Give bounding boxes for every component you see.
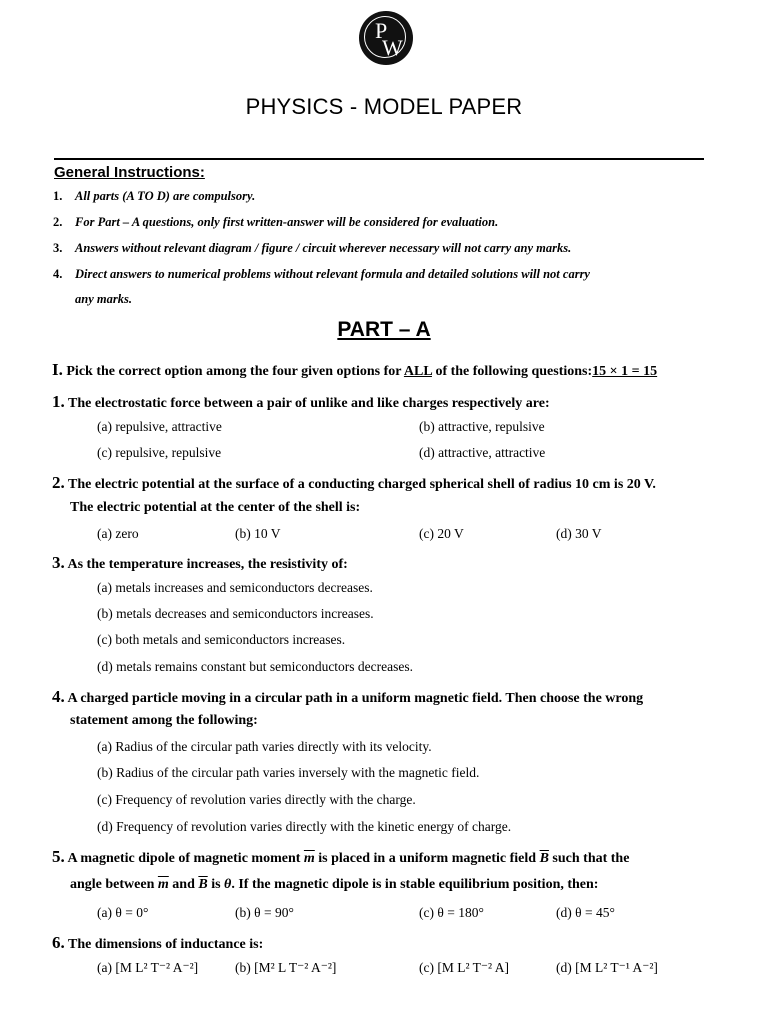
question-3: 3. As the temperature increases, the resistivity of: xyxy=(52,553,348,572)
question-2: 2. The electric potential at the surface of a conducting charged spherical shell of radius 10 cm is 20 V. xyxy=(52,473,656,492)
instruction-item: any marks. xyxy=(75,292,132,306)
question-5-line2: angle between $\overline{m}$ and $\overline{B}$ is θ. If the magnetic dipole is in stable equilibrium position, then: xyxy=(70,877,599,892)
question-6: 6. The dimensions of inductance is: xyxy=(52,933,264,952)
part-heading: PART – A xyxy=(337,318,431,341)
pw-logo xyxy=(359,11,413,65)
option: (d) attractive, attractive xyxy=(419,445,546,460)
logo-letter-p: P xyxy=(375,18,388,43)
option: (d) 30 V xyxy=(556,526,602,541)
question-5: 5. A magnetic dipole of magnetic moment $\overline{m}$ is placed in a uniform magnetic field $\overline{B}$ such that the xyxy=(52,847,630,866)
option: (a) θ = 0° xyxy=(97,905,149,920)
option: (b) [M² L T⁻² A⁻²] xyxy=(235,960,337,975)
option: (d) Frequency of revolution varies directly with the kinetic energy of charge. xyxy=(97,819,512,834)
option: (b) θ = 90° xyxy=(235,905,294,920)
option: (b) Radius of the circular path varies inversely with the magnetic field. xyxy=(97,765,480,780)
question-4-line2: statement among the following: xyxy=(70,713,258,728)
instruction-item: 1. All parts (A TO D) are compulsory. xyxy=(53,189,256,203)
question-2-line2: The electric potential at the center of the shell is: xyxy=(70,500,361,515)
option: (a) Radius of the circular path varies directly with its velocity. xyxy=(97,739,432,754)
option: (c) θ = 180° xyxy=(419,905,484,920)
instruction-item: 3. Answers without relevant diagram / figure / circuit wherever necessary will not carry any marks. xyxy=(53,241,572,255)
option: (c) both metals and semiconductors increases. xyxy=(97,632,346,647)
question-4: 4. A charged particle moving in a circular path in a uniform magnetic field. Then choose the wrong xyxy=(52,687,644,706)
section-heading: I. Pick the correct option among the four given options for ALL of the following questions:15 × 1 = 15 xyxy=(52,360,658,379)
option: (b) attractive, repulsive xyxy=(419,419,545,434)
divider xyxy=(54,158,704,160)
option: (d) metals remains constant but semiconductors decreases. xyxy=(97,659,414,674)
option: (a) [M L² T⁻² A⁻²] xyxy=(97,960,199,975)
option: (a) repulsive, attractive xyxy=(97,419,222,434)
general-instructions-heading: General Instructions: xyxy=(54,164,205,181)
option: (c) repulsive, repulsive xyxy=(97,445,222,460)
option: (d) [M L² T⁻¹ A⁻²] xyxy=(556,960,658,975)
option: (c) Frequency of revolution varies directly with the charge. xyxy=(97,792,416,807)
option: (c) [M L² T⁻² A] xyxy=(419,960,509,975)
logo-letter-w: W xyxy=(382,35,403,60)
option: (a) metals increases and semiconductors decreases. xyxy=(97,580,373,595)
instruction-item: 2. For Part – A questions, only first written-answer will be considered for evaluation. xyxy=(53,215,499,229)
option: (a) zero xyxy=(97,526,139,541)
option: (b) metals decreases and semiconductors increases. xyxy=(97,606,374,621)
page-title: PHYSICS - MODEL PAPER xyxy=(245,94,523,119)
option: (c) 20 V xyxy=(419,526,464,541)
instruction-item: 4. Direct answers to numerical problems without relevant formula and detailed solutions will not carry xyxy=(53,267,590,281)
question-1: 1. The electrostatic force between a pair of unlike and like charges respectively are: xyxy=(52,392,550,411)
option: (d) θ = 45° xyxy=(556,905,615,920)
option: (b) 10 V xyxy=(235,526,281,541)
